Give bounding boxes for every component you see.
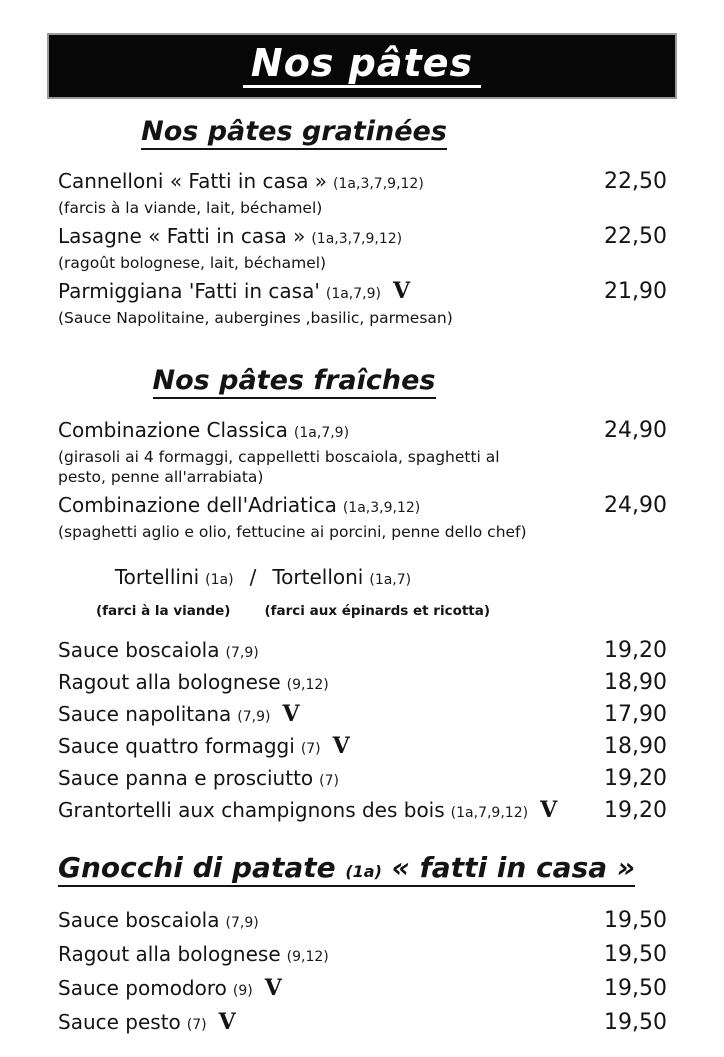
allergen-codes: (1a,7,9): [293, 425, 350, 441]
sauce-row: [58, 700, 667, 732]
item-name: Cannelloni « Fatti in casa »: [58, 169, 328, 193]
allergen-codes: (7): [319, 773, 339, 789]
item-description: (Sauce Napolitaine, aubergines ,basilic, parmesan): [58, 309, 453, 327]
section-gratinees-items: [58, 168, 667, 328]
vegetarian-icon: V: [282, 701, 300, 727]
item-description: (spaghetti aglio e olio, fettucine ai porcini, penne dello chef): [58, 523, 527, 541]
page-title: Nos pâtes: [243, 44, 481, 89]
item-name: Sauce quattro formaggi: [58, 734, 295, 758]
menu-item: [58, 168, 667, 218]
menu-item: [58, 492, 667, 542]
item-price: 17,90: [604, 702, 667, 727]
allergen-codes: (1a,7,9,12): [450, 805, 529, 821]
item-line: [58, 492, 667, 521]
allergen-codes: (7,9): [225, 645, 259, 661]
item-price: 18,90: [604, 670, 667, 695]
allergen-codes: (1a,7): [369, 572, 412, 588]
allergen-codes: (7,9): [237, 709, 271, 725]
menu-item: [58, 417, 667, 487]
item-line: [58, 278, 667, 307]
item-name: Sauce napolitana: [58, 702, 232, 726]
menu-item: [58, 223, 667, 273]
menu-content: [58, 115, 667, 1041]
item-name: Sauce pesto: [58, 1010, 181, 1034]
allergen-codes: (1a,3,7,9,12): [333, 176, 424, 192]
item-description: (ragoût bolognese, lait, béchamel): [58, 254, 327, 272]
allergen-codes: (1a,3,9,12): [342, 500, 421, 516]
sauce-row: [58, 636, 667, 668]
sauce-row: [58, 905, 667, 939]
section-heading-fraiches: [58, 364, 530, 398]
menu-page: [0, 33, 724, 1057]
pasta-choice-left-name: Tortellini: [114, 565, 200, 589]
vegetarian-icon: V: [332, 733, 350, 759]
item-description: (girasoli ai 4 formaggi, cappelletti boscaiola, spaghetti al pesto, penne all'arrabiata): [58, 448, 500, 486]
allergen-codes: (1a): [205, 572, 234, 588]
pasta-choice-left-desc: (farci à la viande): [95, 603, 231, 619]
allergen-codes: (7): [300, 741, 321, 757]
item-price: 19,50: [604, 908, 667, 933]
item-name: Combinazione Classica: [58, 418, 288, 442]
item-line: [58, 168, 667, 197]
item-price: 22,50: [604, 169, 667, 194]
item-price: 19,20: [604, 638, 667, 663]
allergen-codes: (1a): [345, 862, 382, 881]
allergen-codes: (9,12): [286, 677, 329, 693]
item-name: Grantortelli aux champignons des bois: [58, 798, 445, 822]
item-price: 22,50: [604, 224, 667, 249]
sauce-row: [58, 1007, 667, 1041]
pasta-choice-descriptions: [58, 603, 528, 620]
section-heading-text: Nos pâtes fraîches: [153, 365, 436, 399]
allergen-codes: (7,9): [225, 915, 259, 931]
item-price: 19,50: [604, 1010, 667, 1035]
item-name: Parmiggiana 'Fatti in casa': [58, 279, 320, 303]
item-price: 19,20: [604, 766, 667, 791]
item-name: Sauce boscaiola: [58, 908, 220, 932]
item-name: Sauce panna e prosciutto: [58, 766, 314, 790]
pasta-sauce-list: [58, 636, 667, 828]
gnocchi-heading-name: Gnocchi di patate: [58, 851, 336, 884]
item-price: 24,90: [604, 493, 667, 518]
sauce-row: [58, 732, 667, 764]
item-price: 24,90: [604, 418, 667, 443]
item-name: Lasagne « Fatti in casa »: [58, 224, 306, 248]
vegetarian-icon: V: [218, 1009, 236, 1035]
allergen-codes: (9,12): [286, 949, 329, 965]
vegetarian-icon: V: [392, 278, 411, 304]
item-price: 19,20: [604, 798, 667, 823]
item-name: Ragout alla bolognese: [58, 942, 281, 966]
item-price: 18,90: [604, 734, 667, 759]
allergen-codes: (9): [232, 983, 253, 999]
item-price: 19,50: [604, 976, 667, 1001]
vegetarian-icon: V: [264, 975, 282, 1001]
gnocchi-sauce-list: [58, 905, 667, 1041]
allergen-codes: (7): [186, 1017, 207, 1033]
item-name: Sauce boscaiola: [58, 638, 220, 662]
item-price: 19,50: [604, 942, 667, 967]
allergen-codes: (1a,3,7,9,12): [311, 231, 403, 247]
gnocchi-heading-suffix: « fatti in casa »: [391, 851, 636, 884]
sauce-row: [58, 764, 667, 796]
choice-separator: /: [249, 565, 257, 589]
section-heading-gnocchi: [58, 850, 636, 890]
item-price: 21,90: [604, 279, 667, 304]
sauce-row: [58, 939, 667, 973]
section-heading-text: Nos pâtes gratinées: [141, 116, 447, 150]
item-line: [58, 223, 667, 252]
pasta-choice-right-name: Tortelloni: [272, 565, 364, 589]
allergen-codes: (1a,7,9): [325, 286, 381, 302]
sauce-row: [58, 973, 667, 1007]
item-name: Combinazione dell'Adriatica: [58, 493, 337, 517]
menu-title-banner: [47, 33, 677, 99]
item-line: [58, 417, 667, 446]
sauce-row: [58, 668, 667, 700]
item-name: Sauce pomodoro: [58, 976, 227, 1000]
item-name: Ragout alla bolognese: [58, 670, 281, 694]
section-heading-gratinees: [58, 115, 530, 149]
pasta-choice-header: [58, 564, 468, 593]
sauce-row: [58, 796, 667, 828]
pasta-choice-right-desc: (farci aux épinards et ricotta): [264, 603, 491, 619]
menu-item: [58, 278, 667, 328]
section-fraiches-items: [58, 417, 667, 542]
vegetarian-icon: V: [540, 797, 558, 823]
item-description: (farcis à la viande, lait, béchamel): [58, 199, 323, 217]
